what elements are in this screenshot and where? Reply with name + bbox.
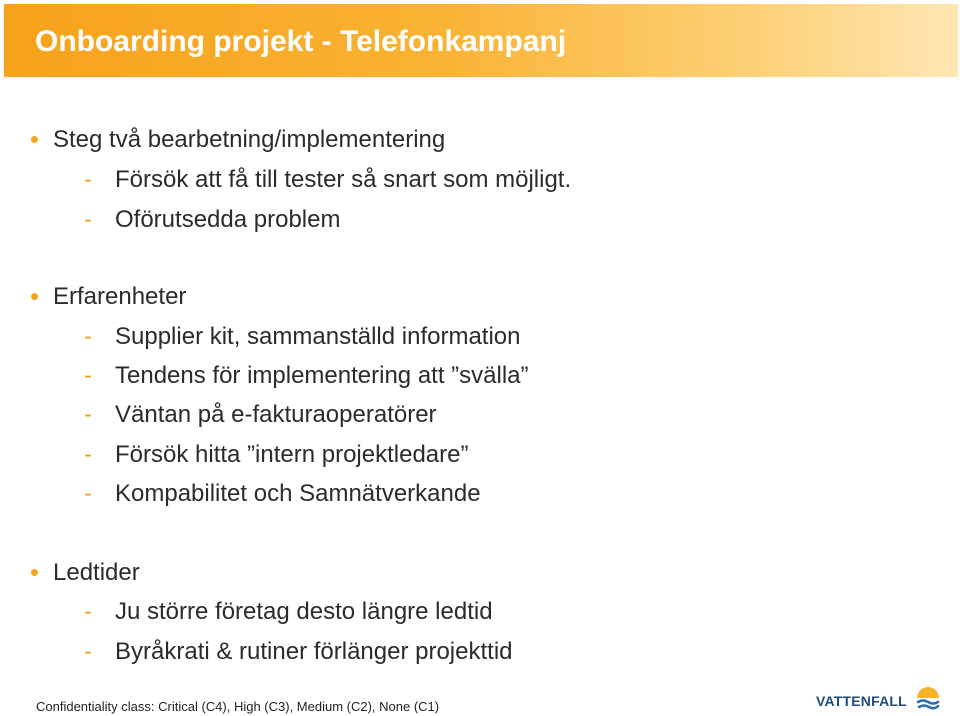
vattenfall-logo-icon xyxy=(914,686,942,714)
logo-text: VATTENFALL xyxy=(816,693,907,709)
dash-marker: - xyxy=(84,480,92,507)
dash-marker: - xyxy=(84,638,92,665)
sub-item-text: Supplier kit, sammanställd information xyxy=(115,323,521,350)
sub-item-text: Ju större företag desto längre ledtid xyxy=(115,598,493,625)
sub-item-text: Kompabilitet och Samnätverkande xyxy=(115,480,481,507)
bullet-dot-icon xyxy=(31,293,38,300)
sub-item-text: Väntan på e-fakturaoperatörer xyxy=(115,401,437,428)
bullet-heading: Erfarenheter xyxy=(53,283,187,310)
slide-title: Onboarding projekt - Telefonkampanj xyxy=(35,25,567,58)
sub-item-text: Byråkrati & rutiner förlänger projekttid xyxy=(115,638,513,665)
dash-marker: - xyxy=(84,323,92,350)
bullet-heading: Ledtider xyxy=(53,559,140,586)
bullet-heading: Steg två bearbetning/implementering xyxy=(53,126,446,153)
confidentiality-footer: Confidentiality class: Critical (C4), High (C3), Medium (C2), None (C1) xyxy=(36,699,440,714)
vattenfall-logo xyxy=(816,686,946,714)
dash-marker: - xyxy=(84,441,92,468)
bullet-dot-icon xyxy=(31,569,38,576)
dash-marker: - xyxy=(84,401,92,428)
sub-item-text: Försök att få till tester så snart som möjligt. xyxy=(115,166,572,193)
dash-marker: - xyxy=(84,598,92,625)
bullet-dot-icon xyxy=(31,136,38,143)
dash-marker: - xyxy=(84,166,92,193)
sub-item-text: Oförutsedda problem xyxy=(115,206,341,233)
sub-item-text: Tendens för implementering att ”svälla” xyxy=(115,362,529,389)
dash-marker: - xyxy=(84,362,92,389)
title-bar xyxy=(4,4,958,77)
dash-marker: - xyxy=(84,206,92,233)
sub-item-text: Försök hitta ”intern projektledare” xyxy=(115,441,469,468)
